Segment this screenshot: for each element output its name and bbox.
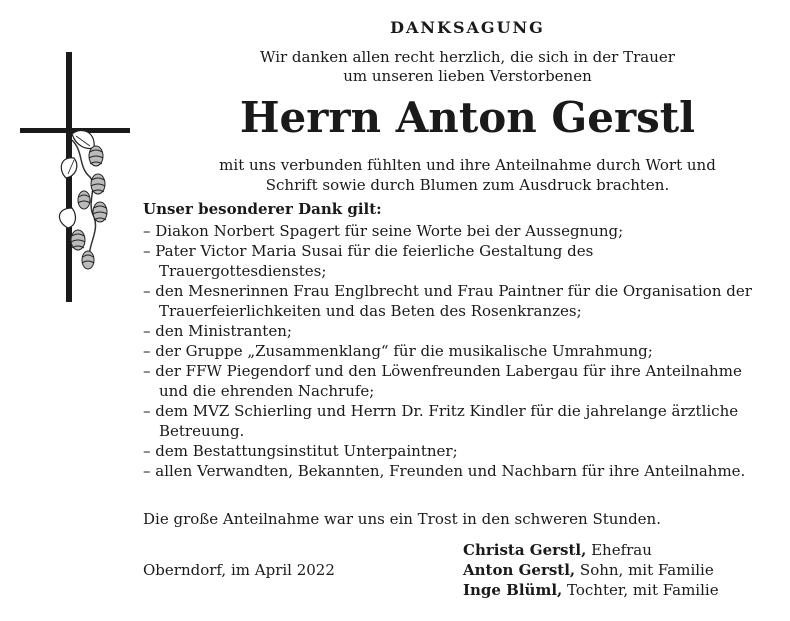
intro-line: um unseren lieben Verstorbenen [343,67,592,85]
list-item: – den Ministranten; [143,322,292,340]
place-date: Oberndorf, im April 2022 [143,561,335,579]
signer-name: Inge Blüml, [463,581,563,599]
signer [463,580,719,600]
list-item: – Diakon Norbert Spagert für seine Worte bei der Aussegnung; [143,222,624,240]
list-item: – den Mesnerinnen Frau Englbrecht und Frau Paintner für die Organisation der Trauerfeierlichkeiten und das Beten des Rosenkranzes; [143,282,752,320]
closing-sentence: Die große Anteilnahme war uns ein Trost in den schweren Stunden. [143,510,661,528]
signer-relation: Ehefrau [586,541,652,559]
intro-line: Wir danken allen recht herzlich, die sich in der Trauer [260,48,675,66]
list-item: – dem Bestattungsinstitut Unterpaintner; [143,442,458,460]
signer-relation: Sohn, mit Familie [575,561,714,579]
signer [463,560,719,580]
signer-name: Anton Gerstl, [463,561,576,579]
cross-with-hops-icon [20,52,135,302]
notice-heading: DANKSAGUNG [390,18,545,37]
thanks-text [145,155,790,195]
signer-name: Christa Gerstl, [463,541,587,559]
list-item: – dem MVZ Schierling und Herrn Dr. Fritz Kindler für die jahrelange ärztliche Betreuung. [143,402,739,440]
list-item: – der FFW Piegendorf und den Löwenfreunden Labergau für ihre Anteilnahme und die ehrenden Nachrufe; [143,362,742,400]
deceased-name: Herrn Anton Gerstl [239,93,696,142]
signer [463,540,719,560]
list-item: – allen Verwandten, Bekannten, Freunden und Nachbarn für ihre Anteilnahme. [143,462,746,480]
intro-text [145,48,790,86]
thanks-list [143,221,763,481]
thanks-line: mit uns verbunden fühlten und ihre Anteilnahme durch Wort und [219,156,716,174]
signer-relation: Tochter, mit Familie [562,581,719,599]
thanks-line: Schrift sowie durch Blumen zum Ausdruck brachten. [265,176,670,194]
signers [463,540,719,600]
list-item: – Pater Victor Maria Susai für die feierliche Gestaltung des Trauergottesdienstes; [143,242,594,280]
list-title: Unser besonderer Dank gilt: [143,200,382,218]
list-item: – der Gruppe „Zusammenklang“ für die musikalische Umrahmung; [143,342,653,360]
